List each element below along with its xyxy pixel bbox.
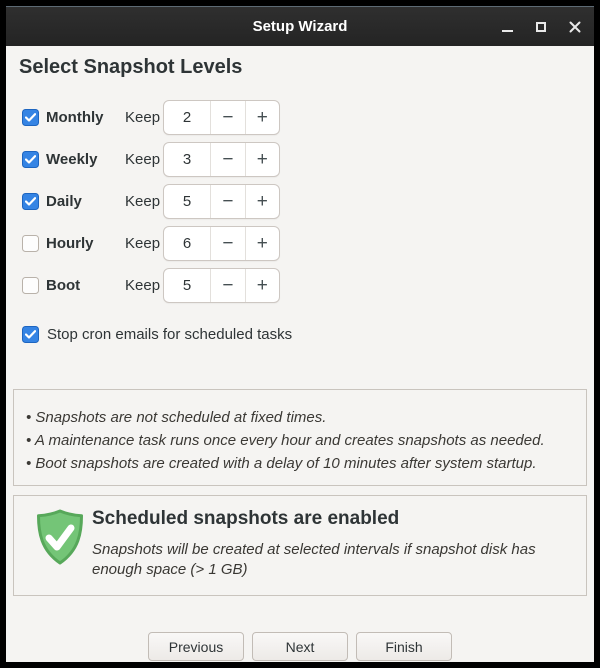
hourly-checkbox[interactable]	[22, 235, 39, 252]
monthly-spin-value[interactable]: 2	[182, 109, 192, 126]
monthly-decrement-button[interactable]	[210, 101, 244, 134]
weekly-decrement-button[interactable]	[210, 143, 244, 176]
stop-cron-row	[22, 317, 292, 352]
daily-checkbox[interactable]	[22, 193, 39, 210]
boot-spinbox	[163, 268, 280, 303]
check-icon	[25, 113, 36, 122]
level-row-boot	[22, 268, 322, 303]
minus-icon: −	[222, 148, 234, 170]
minimize-button[interactable]	[490, 7, 524, 46]
previous-button[interactable]: Previous	[148, 632, 244, 661]
close-button[interactable]	[558, 7, 592, 46]
minus-icon: −	[222, 274, 234, 296]
minus-icon: −	[222, 106, 234, 128]
level-row-hourly	[22, 226, 322, 261]
monthly-increment-button[interactable]	[245, 101, 279, 134]
boot-increment-button[interactable]	[245, 269, 279, 302]
daily-spin-value[interactable]: 5	[182, 193, 192, 210]
hourly-spinbox	[163, 226, 280, 261]
plus-icon: +	[256, 106, 268, 128]
snapshot-levels	[22, 100, 322, 310]
level-label[interactable]: Weekly	[46, 151, 98, 168]
monthly-checkbox[interactable]	[22, 109, 39, 126]
keep-label: Keep	[125, 193, 161, 210]
status-description: Snapshots will be created at selected intervals if snapshot disk has enough space (> 1 GB)	[92, 541, 536, 578]
note-line: • Snapshots are not scheduled at fixed times.	[26, 409, 327, 426]
keep-label: Keep	[125, 151, 161, 168]
boot-decrement-button[interactable]	[210, 269, 244, 302]
stop-cron-label[interactable]: Stop cron emails for scheduled tasks	[47, 326, 293, 343]
weekly-increment-button[interactable]	[245, 143, 279, 176]
level-label[interactable]: Boot	[46, 277, 81, 294]
note-line: • Boot snapshots are created with a delay of 10 minutes after system startup.	[26, 455, 537, 472]
window-title: Setup Wizard	[252, 18, 348, 35]
plus-icon: +	[256, 232, 268, 254]
monthly-spinbox	[163, 100, 280, 135]
check-icon	[25, 155, 36, 164]
close-icon	[569, 21, 581, 33]
level-row-monthly	[22, 100, 322, 135]
notes-panel	[13, 389, 587, 486]
daily-spinbox	[163, 184, 280, 219]
level-label[interactable]: Hourly	[46, 235, 94, 252]
check-icon	[25, 330, 36, 339]
window-controls	[490, 7, 592, 46]
level-label[interactable]: Daily	[46, 193, 82, 210]
daily-increment-button[interactable]	[245, 185, 279, 218]
hourly-decrement-button[interactable]	[210, 227, 244, 260]
weekly-checkbox[interactable]	[22, 151, 39, 168]
hourly-spin-value[interactable]: 6	[182, 235, 192, 252]
hourly-increment-button[interactable]	[245, 227, 279, 260]
plus-icon: +	[256, 274, 268, 296]
status-panel	[13, 495, 587, 596]
level-row-daily	[22, 184, 322, 219]
boot-spin-value[interactable]: 5	[182, 277, 192, 294]
minus-icon: −	[222, 190, 234, 212]
setup-wizard-window	[6, 6, 594, 662]
plus-icon: +	[256, 148, 268, 170]
wizard-footer	[6, 632, 594, 661]
minimize-icon	[502, 30, 513, 33]
boot-checkbox[interactable]	[22, 277, 39, 294]
next-button[interactable]: Next	[252, 632, 348, 661]
page-title: Select Snapshot Levels	[19, 56, 243, 78]
daily-decrement-button[interactable]	[210, 185, 244, 218]
status-title: Scheduled snapshots are enabled	[92, 508, 400, 529]
titlebar[interactable]	[6, 6, 594, 46]
note-line: • A maintenance task runs once every hour and creates snapshots as needed.	[26, 432, 545, 449]
shield-check-icon	[36, 509, 84, 565]
level-row-weekly	[22, 142, 322, 177]
maximize-button[interactable]	[524, 7, 558, 46]
maximize-icon	[536, 22, 546, 32]
finish-button[interactable]: Finish	[356, 632, 452, 661]
check-icon	[25, 197, 36, 206]
keep-label: Keep	[125, 109, 161, 126]
level-label[interactable]: Monthly	[46, 109, 104, 126]
stop-cron-checkbox[interactable]	[22, 326, 39, 343]
keep-label: Keep	[125, 277, 161, 294]
keep-label: Keep	[125, 235, 161, 252]
minus-icon: −	[222, 232, 234, 254]
weekly-spinbox	[163, 142, 280, 177]
weekly-spin-value[interactable]: 3	[182, 151, 192, 168]
plus-icon: +	[256, 190, 268, 212]
